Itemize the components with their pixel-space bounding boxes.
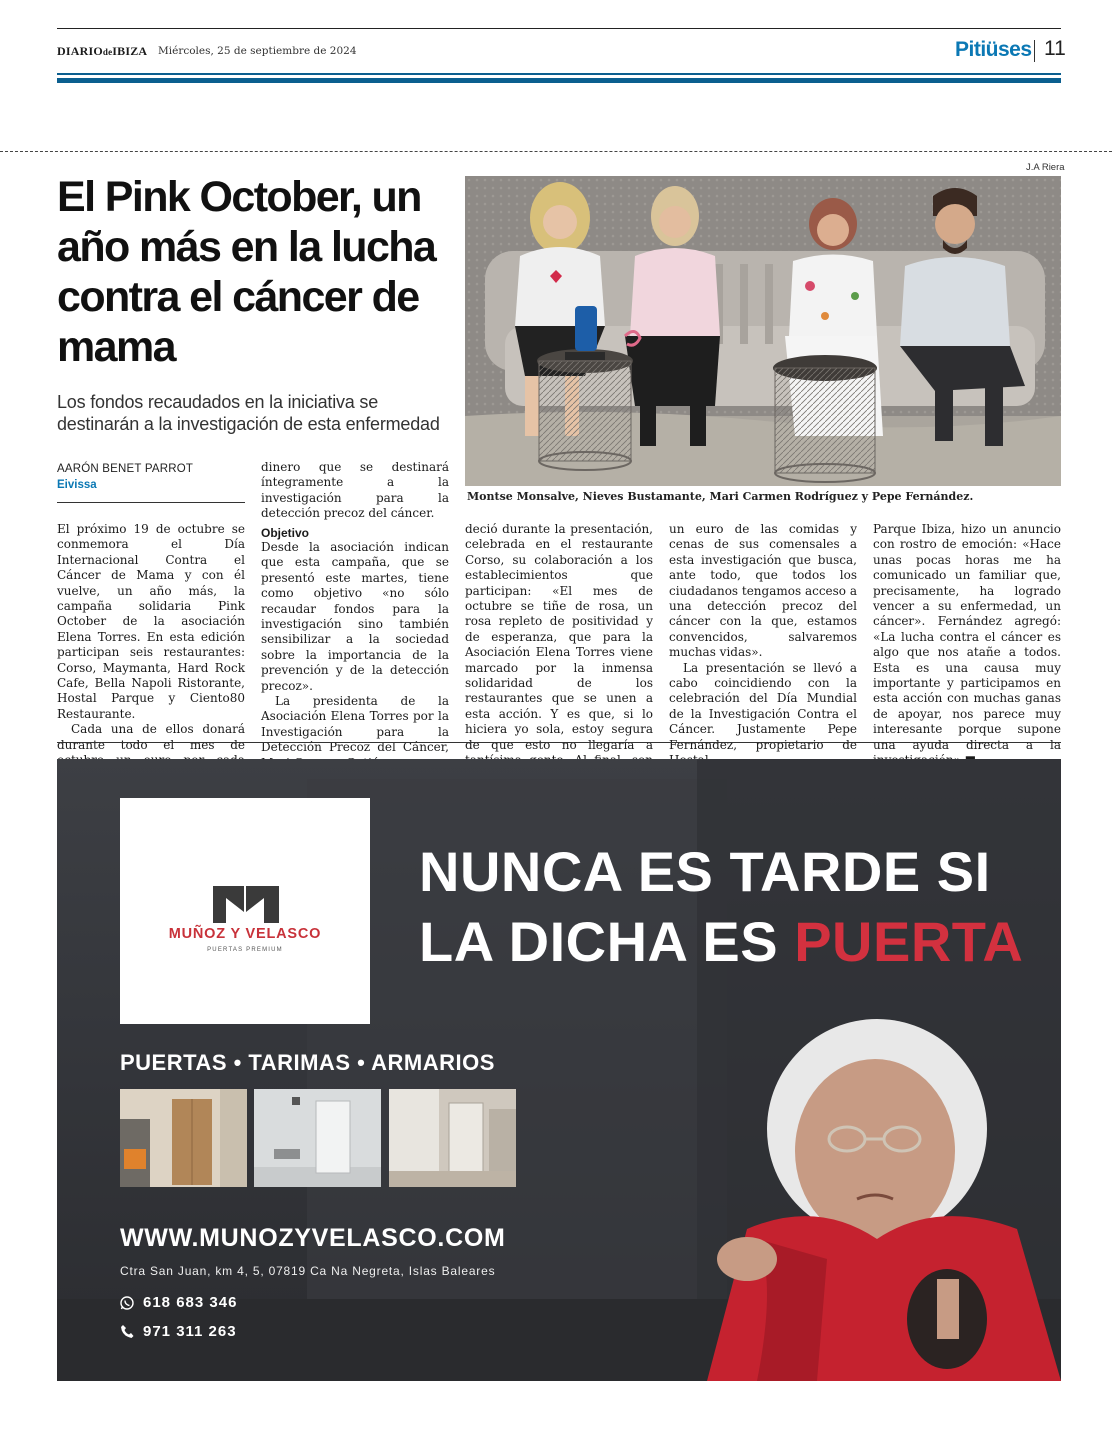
ad-headline-line2 — [419, 907, 1039, 977]
mv-logo-icon — [120, 798, 370, 1024]
whatsapp-icon — [120, 1296, 134, 1310]
article-column-2-top — [261, 460, 449, 544]
article-column-1 — [57, 522, 245, 784]
article-subheadline: Los fondos recaudados en la iniciativa se destinarán a la investigación de esta enfermedad — [57, 392, 440, 434]
page-number: 11 — [1044, 37, 1066, 60]
brand-logo[interactable] — [120, 798, 370, 1024]
interior-door-illustration — [389, 1089, 516, 1187]
byline-rule — [57, 502, 245, 503]
brand-name: MUÑOZ Y VELASCO — [168, 926, 322, 942]
body-paragraph — [873, 522, 1061, 769]
ad-phone-landline-number: 971 311 263 — [143, 1323, 237, 1340]
body-paragraph: un euro de las comidas y cenas de sus comensales a esta investigación que busca, ante todo, que todos los ciudadanos tengamos acceso a una detección precoz del cáncer con la que, estamos convencidos, salvaremos muchas vidas». — [669, 522, 857, 660]
header-bar-thin — [57, 73, 1061, 75]
ad-phone-whatsapp[interactable] — [120, 1294, 237, 1311]
ad-address: Ctra San Juan, km 4, 5, 07819 Ca Na Negreta, Islas Baleares — [120, 1264, 496, 1278]
body-paragraph: dinero que se destinará íntegramente a la investigación para la detección precoz del cáncer. — [261, 460, 449, 521]
phone-icon — [120, 1324, 134, 1339]
white-door-illustration — [254, 1089, 381, 1187]
article-column-4 — [669, 522, 857, 769]
header-separator — [1034, 40, 1035, 62]
dashed-divider — [0, 151, 1112, 152]
ad-phone-whatsapp-number: 618 683 346 — [143, 1294, 238, 1311]
body-paragraph: Desde la asociación indican que esta campaña, que se presentó este martes, tiene como objetivo «no sólo recaudar fondos para la investigación sino también sensibilizar a la sociedad sobre la importancia de la prevención y de la detección precoz». — [261, 540, 449, 693]
ad-headline-accent: PUERTA — [794, 910, 1024, 973]
product-image-wood-door[interactable] — [120, 1089, 247, 1187]
header-bar-thick — [57, 78, 1061, 83]
article-end-rule — [57, 742, 1061, 743]
newspaper-name — [57, 44, 147, 59]
brand-tagline: PUERTAS PREMIUM — [207, 947, 283, 953]
ad-headline-prefix: LA DICHA ES — [419, 910, 779, 973]
body-paragraph: El próximo 19 de octubre se conmemora el Día Internacional Contra el Cáncer de Mama y con él vuelve, un año más, la campaña solidaria Pink October de la asociación Elena Torres. En esta edición participan seis restaurantes: Corso, Maymanta, Hard Rock Cafe, Bella Napoli Ristorante, Hostal Parque y Ciento80 Restaurante. — [57, 522, 245, 721]
article-photo — [465, 176, 1061, 486]
body-paragraph: La presidenta de la Asociación Elena Torres por la Investigación para la Detección Precoz del Cáncer, — [261, 694, 449, 755]
article-location: Eivissa — [57, 479, 97, 491]
photo-caption: Montse Monsalve, Nieves Bustamante, Mari Carmen Rodríguez y Pepe Fernández. — [467, 490, 974, 503]
ad-headline-line1: NUNCA ES TARDE SI — [419, 840, 991, 903]
header-top-rule — [57, 28, 1061, 29]
article-author: AARÓN BENET PARROT — [57, 463, 194, 475]
advertisement[interactable] — [57, 759, 1061, 1381]
body-text: Parque Ibiza, hizo un anuncio con rostro de emoción: «Hace unas pocas horas me ha comunicado un familiar que, precisamente, ha logrado vencer a su enfermedad, un cáncer». Fernández agregó: «La lucha contra el cáncer es algo que nos atañe a todos. Esta es una causa muy importante y participamos en esta acción con muchas ganas de apoyar, nos parece muy interesante porque supone una ayuda directa a la — [873, 522, 1061, 752]
product-image-white-door[interactable] — [254, 1089, 381, 1187]
article-column-3 — [465, 522, 653, 784]
ad-website-link[interactable]: WWW.MUNOZYVELASCO.COM — [120, 1224, 506, 1252]
article-column-2 — [261, 540, 449, 771]
section-name: Pitiüses — [955, 38, 1032, 61]
press-conference-illustration — [465, 176, 1061, 486]
wood-door-illustration — [120, 1089, 247, 1187]
paper-name-city: IBIZA — [112, 44, 148, 58]
subheading: Objetivo — [261, 525, 310, 540]
ad-product-lines: PUERTAS • TARIMAS • ARMARIOS — [120, 1050, 495, 1075]
body-paragraph: Cada una de ellos donará durante todo el mes de — [57, 722, 245, 752]
ad-phone-landline[interactable] — [120, 1323, 237, 1340]
body-paragraph: deció durante la presentación, celebrada en el restaurante Corso, su colaboración a los establecimientos que participan: «El mes de octubre se tiñe de rosa, un rosa repleto de positividad y de esperanza, que para la Asociación Elena Torres viene marcado por la inmensa solidaridad de los restaurantes que se unen a esta acción. Y es que, si lo hiciera yo sola, estoy segura de que esto no llegaría a — [465, 522, 653, 752]
product-image-interior[interactable] — [389, 1089, 516, 1187]
article-column-5 — [873, 522, 1061, 769]
body-paragraph: La presentación se llevó a cabo coincidiendo con la celebración del Día Mundial de la Investigación Contra el Cáncer. Justamente Pepe Fernández, propietario de — [669, 660, 857, 752]
article-headline: El Pink October, un año más en la lucha contra el cáncer de mama — [57, 173, 436, 371]
ad-headline — [419, 837, 1039, 977]
paper-name-main: DIARIO — [57, 44, 103, 58]
photo-credit: J.A Riera — [1026, 162, 1065, 173]
paper-name-de: de — [102, 47, 113, 57]
issue-date: Miércoles, 25 de septiembre de 2024 — [158, 45, 357, 57]
